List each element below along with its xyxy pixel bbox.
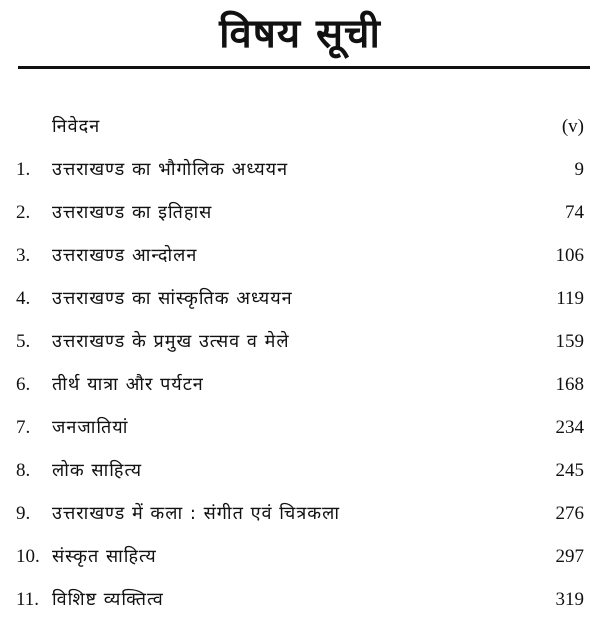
toc-number: 7. — [16, 417, 31, 438]
toc-page-number: (v) — [561, 116, 584, 137]
toc-row — [0, 409, 600, 452]
toc-number: 4. — [16, 288, 31, 309]
toc-number: 5. — [16, 331, 31, 352]
toc-row — [0, 151, 600, 194]
toc-label: उत्तराखण्ड आन्दोलन — [52, 245, 198, 266]
toc-label: उत्तराखण्ड का इतिहास — [52, 202, 213, 223]
toc-row — [0, 237, 600, 280]
toc-number: 8. — [16, 460, 31, 481]
toc-page-number: 159 — [555, 331, 584, 352]
toc-label: उत्तराखण्ड में कला : संगीत एवं चित्रकला — [52, 503, 340, 524]
toc-page-number: 106 — [555, 245, 584, 266]
toc-number: 11. — [16, 589, 40, 610]
toc-page-number: 168 — [555, 374, 584, 395]
toc-row — [0, 495, 600, 538]
toc-page-number: 74 — [565, 202, 584, 223]
toc-page-number: 276 — [555, 503, 584, 524]
toc-row — [0, 581, 600, 624]
toc-number: 6. — [16, 374, 31, 395]
page-title: विषय सूची — [219, 11, 381, 57]
toc-page-number: 245 — [555, 460, 584, 481]
toc-label: लोक साहित्य — [52, 460, 143, 481]
toc-label: उत्तराखण्ड का सांस्कृतिक अध्ययन — [52, 288, 293, 309]
toc-row — [0, 452, 600, 495]
toc-row — [0, 538, 600, 581]
toc-page-number: 9 — [574, 159, 584, 180]
toc-page-number: 119 — [556, 288, 584, 309]
toc-label: विशिष्ट व्यक्तित्व — [52, 589, 164, 610]
toc-number: 9. — [16, 503, 31, 524]
toc-row — [0, 323, 600, 366]
toc-number: 3. — [16, 245, 31, 266]
toc-number: 10. — [16, 546, 40, 567]
toc-label: उत्तराखण्ड का भौगोलिक अध्ययन — [52, 159, 289, 180]
toc-label: निवेदन — [52, 116, 101, 137]
toc-row — [0, 280, 600, 323]
toc-row — [0, 366, 600, 409]
toc-row-preface — [0, 108, 600, 151]
toc-label: जनजातियां — [52, 417, 129, 438]
toc-label: तीर्थ यात्रा और पर्यटन — [52, 374, 204, 395]
toc-label: संस्कृत साहित्य — [52, 546, 157, 567]
toc-number: 2. — [16, 202, 31, 223]
toc-number: 1. — [16, 159, 31, 180]
toc-page-number: 234 — [555, 417, 584, 438]
table-of-contents — [0, 108, 600, 624]
title-divider — [18, 66, 590, 69]
toc-label: उत्तराखण्ड के प्रमुख उत्सव व मेले — [52, 331, 290, 352]
toc-row — [0, 194, 600, 237]
toc-page-number: 319 — [555, 589, 584, 610]
toc-page-number: 297 — [555, 546, 584, 567]
